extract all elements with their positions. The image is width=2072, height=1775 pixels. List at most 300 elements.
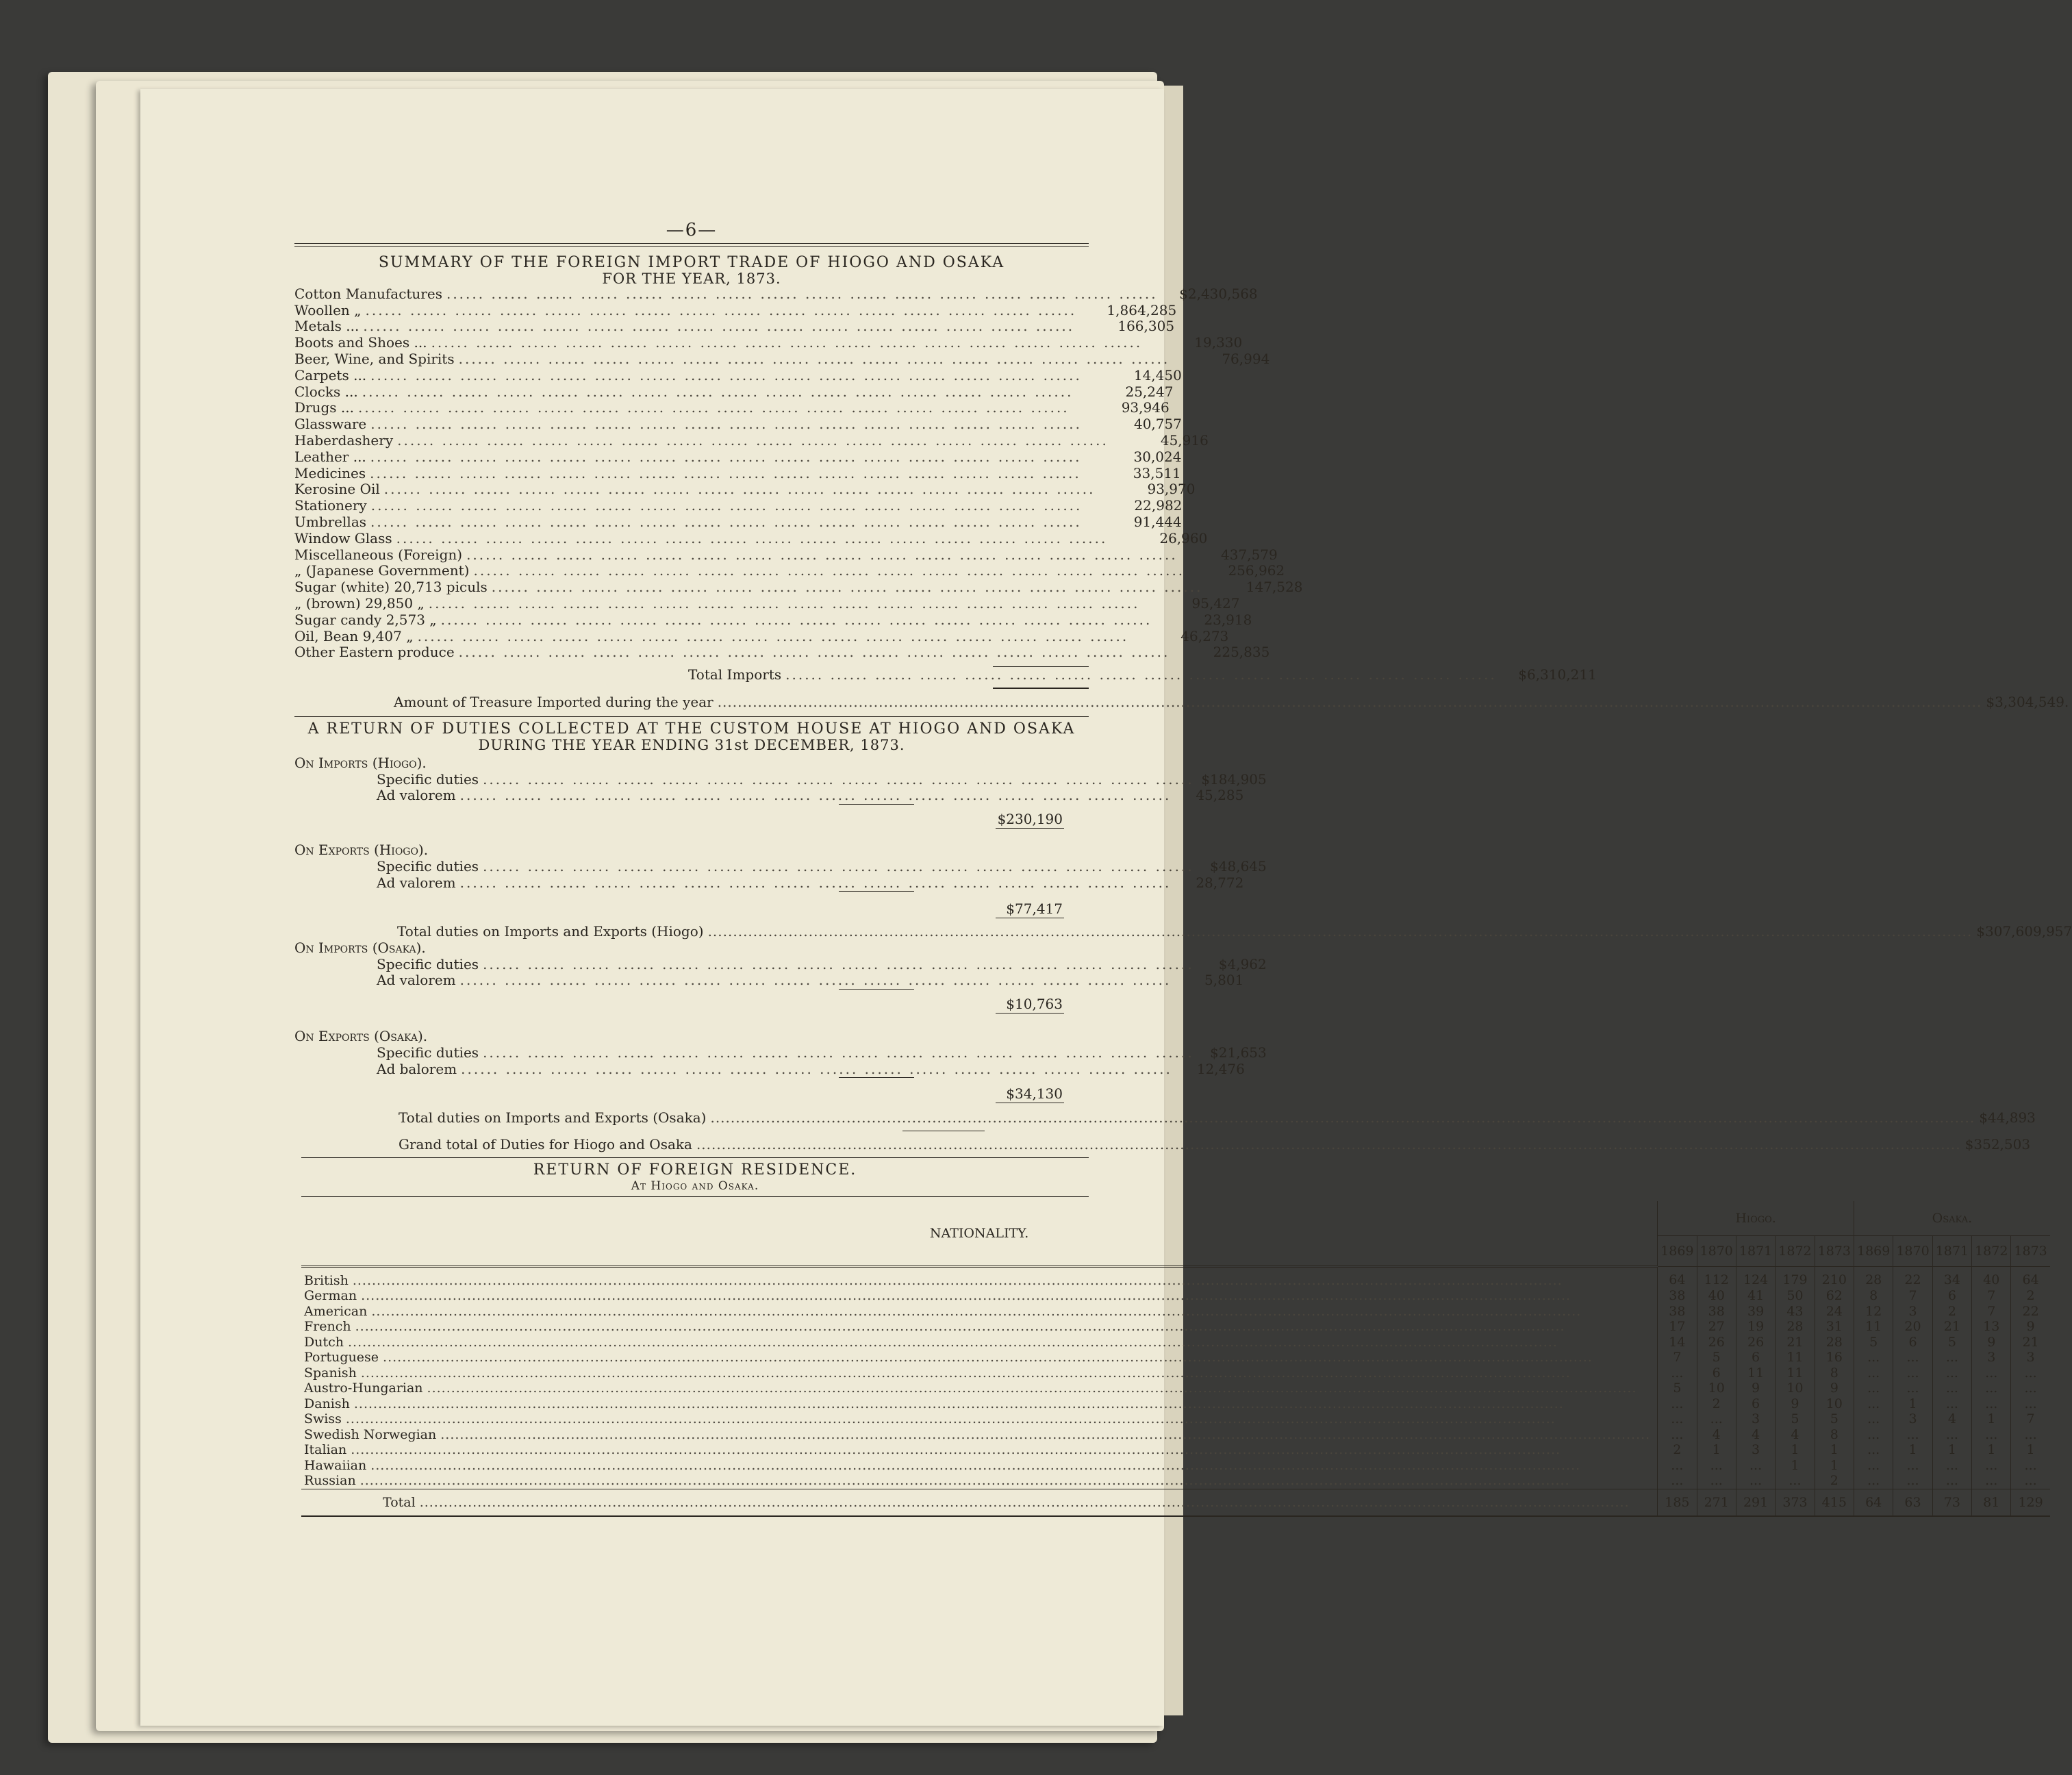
specific-duties-label: Specific duties xyxy=(377,955,479,972)
osaka-exports-block xyxy=(294,1028,1267,1103)
header-rule xyxy=(294,243,1089,247)
count-cell: 179 xyxy=(1776,1266,1815,1288)
leader-dots xyxy=(441,612,1152,629)
total-cell: 373 xyxy=(1776,1489,1815,1516)
count-cell: 38 xyxy=(1658,1288,1697,1304)
count-cell: 43 xyxy=(1776,1304,1815,1320)
table-row xyxy=(301,1473,2050,1489)
import-item-value: 166,305 xyxy=(1117,318,1175,335)
import-item xyxy=(294,611,1252,629)
page-content xyxy=(294,220,2072,1517)
import-item-value: 437,579 xyxy=(1221,546,1278,563)
nationality-label: Russian xyxy=(304,1473,356,1489)
count-cell: 9 xyxy=(1776,1396,1815,1412)
count-cell: ... xyxy=(1658,1396,1697,1412)
import-item xyxy=(294,383,1174,401)
count-cell: ... xyxy=(1972,1458,2011,1474)
import-item xyxy=(294,529,1208,547)
import-item xyxy=(294,562,1285,579)
count-cell: ... xyxy=(1854,1458,1893,1474)
nationality-cell xyxy=(301,1288,1658,1304)
import-total-double-rule xyxy=(993,688,1089,689)
count-cell: 64 xyxy=(2011,1266,2050,1288)
year-header: 1872 xyxy=(1776,1235,1815,1266)
count-cell: 4 xyxy=(1776,1427,1815,1443)
import-summary xyxy=(294,253,2069,711)
import-item xyxy=(294,334,1243,351)
count-cell: 2 xyxy=(1697,1396,1736,1412)
count-cell: ... xyxy=(1972,1396,2011,1412)
count-cell: 3 xyxy=(2011,1350,2050,1365)
count-cell: ... xyxy=(1932,1427,1971,1443)
count-cell: 6 xyxy=(1697,1365,1736,1381)
count-cell: 38 xyxy=(1697,1304,1736,1320)
nationality-cell xyxy=(301,1396,1658,1412)
count-cell: 31 xyxy=(1815,1319,1854,1335)
ad-valorem-label: Ad valorem xyxy=(377,972,456,989)
leader-dots xyxy=(483,957,1194,973)
count-cell: 1 xyxy=(1776,1442,1815,1458)
import-item-label: Other Eastern produce xyxy=(294,644,455,661)
import-item-label: Drugs ... xyxy=(294,399,354,416)
leader-dots xyxy=(396,531,1108,547)
count-cell: ... xyxy=(1658,1458,1697,1474)
count-cell: 11 xyxy=(1776,1365,1815,1381)
hiogo-group-header: Hiogo. xyxy=(1658,1201,1854,1236)
count-cell: 5 xyxy=(1932,1335,1971,1350)
total-cell: 291 xyxy=(1736,1489,1775,1516)
count-cell: 40 xyxy=(1697,1288,1736,1304)
count-cell: ... xyxy=(1893,1458,1932,1474)
specific-duties-value: $184,905 xyxy=(1201,770,1267,788)
count-cell: 8 xyxy=(1815,1365,1854,1381)
osaka-total-value: $44,893 xyxy=(1979,1109,2036,1126)
import-item xyxy=(294,448,1182,466)
table-row xyxy=(301,1304,2050,1320)
import-item-label: Sugar candy 2,573 „ xyxy=(294,611,437,628)
leader-dots xyxy=(370,514,1082,531)
count-cell: 26 xyxy=(1697,1335,1736,1350)
count-cell: 1 xyxy=(1815,1442,1854,1458)
count-cell: ... xyxy=(1854,1442,1893,1458)
table-row xyxy=(301,1381,2050,1396)
leader-dots xyxy=(429,596,1140,612)
count-cell: 12 xyxy=(1854,1304,1893,1320)
leader-dots xyxy=(710,1110,1975,1126)
import-item-label: Clocks ... xyxy=(294,383,358,400)
leader-dots xyxy=(460,788,1172,804)
year-header: 1870 xyxy=(1697,1235,1736,1266)
count-cell: ... xyxy=(1932,1350,1971,1365)
subtotal-underline xyxy=(996,828,1064,829)
count-cell: 7 xyxy=(1658,1350,1697,1365)
import-total-value: $6,310,211 xyxy=(1518,666,1597,683)
count-cell: 1 xyxy=(1697,1442,1736,1458)
count-cell: 1 xyxy=(1776,1458,1815,1474)
table-row xyxy=(301,1350,2050,1365)
count-cell: ... xyxy=(2011,1381,2050,1396)
leader-dots xyxy=(785,667,1497,683)
leader-dots xyxy=(708,924,1973,940)
count-cell: ... xyxy=(1893,1365,1932,1381)
ad-valorem-label: Ad valorem xyxy=(377,874,456,891)
specific-duties-value: $48,645 xyxy=(1210,857,1267,874)
count-cell: 50 xyxy=(1776,1288,1815,1304)
leader-dots xyxy=(460,972,1172,989)
count-cell: 2 xyxy=(1815,1473,1854,1489)
import-item-value: 23,918 xyxy=(1204,611,1252,628)
count-cell: ... xyxy=(1932,1365,1971,1381)
nationality-label: British xyxy=(304,1272,349,1288)
import-item xyxy=(294,399,1170,416)
count-cell: 4 xyxy=(1697,1427,1736,1443)
osaka-exports-heading: On Exports (Osaka). xyxy=(294,1028,428,1045)
count-cell: 6 xyxy=(1893,1335,1932,1350)
hiogo-exports-ad-valorem xyxy=(294,874,1244,892)
leader-dots xyxy=(418,629,1129,645)
total-row xyxy=(301,1489,2050,1516)
leader-dots xyxy=(460,875,1172,892)
import-item-label: Carpets ... xyxy=(294,366,367,383)
specific-duties-label: Specific duties xyxy=(377,1044,479,1061)
residence-table-body xyxy=(301,1266,2050,1516)
leader-dots xyxy=(384,481,1096,498)
import-item-value: 40,757 xyxy=(1133,416,1182,433)
leader-dots xyxy=(366,303,1077,319)
count-cell: 7 xyxy=(1972,1288,2011,1304)
count-cell: 34 xyxy=(1932,1266,1971,1288)
hiogo-total-line xyxy=(294,923,2072,940)
count-cell: 64 xyxy=(1658,1266,1697,1288)
count-cell: 11 xyxy=(1854,1319,1893,1335)
hiogo-imports-specific xyxy=(294,770,1267,788)
import-item-label: „ (brown) 29,850 „ xyxy=(294,594,425,612)
count-cell: 1 xyxy=(1932,1442,1971,1458)
import-item-label: Umbrellas xyxy=(294,513,366,530)
leader-dots xyxy=(383,1350,1650,1365)
import-item-label: Medicines xyxy=(294,464,366,481)
import-item-value: 26,960 xyxy=(1159,529,1208,546)
nationality-label: French xyxy=(304,1319,351,1335)
count-cell: ... xyxy=(1893,1473,1932,1489)
count-cell: 21 xyxy=(1932,1319,1971,1335)
hiogo-total-value: $307,609,957 xyxy=(1976,923,2072,940)
count-cell: ... xyxy=(1893,1427,1932,1443)
count-cell: 9 xyxy=(1815,1381,1854,1396)
count-cell: 21 xyxy=(1776,1335,1815,1350)
count-cell: 112 xyxy=(1697,1266,1736,1288)
count-cell: ... xyxy=(1854,1350,1893,1365)
residence-title-rule xyxy=(301,1196,1089,1197)
import-item xyxy=(294,579,1303,596)
count-cell: 8 xyxy=(1815,1427,1854,1443)
import-item-value: 93,970 xyxy=(1147,481,1196,498)
table-row xyxy=(301,1319,2050,1335)
leader-dots xyxy=(360,1473,1651,1489)
count-cell: 7 xyxy=(1893,1288,1932,1304)
count-cell: ... xyxy=(1658,1473,1697,1489)
leader-dots xyxy=(370,368,1082,384)
leader-dots xyxy=(348,1335,1650,1350)
count-cell: 7 xyxy=(1972,1304,2011,1320)
count-cell: ... xyxy=(1972,1381,2011,1396)
osaka-exports-ad-balorem xyxy=(294,1060,1245,1078)
import-summary-subtitle: FOR THE YEAR, 1873. xyxy=(602,270,781,287)
count-cell: 6 xyxy=(1932,1288,1971,1304)
count-cell: ... xyxy=(1854,1427,1893,1443)
import-items-list xyxy=(294,285,1303,661)
nationality-cell xyxy=(301,1335,1658,1350)
import-item-label: Oil, Bean 9,407 „ xyxy=(294,627,414,644)
count-cell: 6 xyxy=(1736,1396,1775,1412)
hiogo-exports-subtotal: $77,417 xyxy=(1006,901,1063,918)
duties-title: A RETURN OF DUTIES COLLECTED AT THE CUSTOM HOUSE AT HIOGO AND OSAKA xyxy=(307,720,1076,738)
subtotal-rule xyxy=(839,804,914,805)
hiogo-imports-block xyxy=(294,754,1267,829)
count-cell: 10 xyxy=(1776,1381,1815,1396)
import-item-value: 1,864,285 xyxy=(1107,301,1177,318)
leader-dots xyxy=(370,416,1082,433)
import-item-value: 45,916 xyxy=(1160,431,1209,449)
leader-dots xyxy=(446,286,1158,303)
count-cell: ... xyxy=(2011,1473,2050,1489)
count-cell: 22 xyxy=(2011,1304,2050,1320)
count-cell: 1 xyxy=(1972,1411,2011,1427)
duties-subtitle: DURING THE YEAR ENDING 31st DECEMBER, 1873. xyxy=(478,736,905,753)
count-cell: 11 xyxy=(1736,1365,1775,1381)
leader-dots xyxy=(483,772,1194,788)
count-cell: 8 xyxy=(1854,1288,1893,1304)
import-item xyxy=(294,285,1258,303)
count-cell: ... xyxy=(1697,1473,1736,1489)
hiogo-total-label: Total duties on Imports and Exports (Hiogo) xyxy=(397,923,704,940)
import-item-label: Woollen „ xyxy=(294,301,362,318)
import-item xyxy=(294,627,1229,645)
subtotal-rule xyxy=(839,1077,914,1078)
nationality-cell xyxy=(301,1319,1658,1335)
count-cell: 9 xyxy=(1972,1335,2011,1350)
nationality-cell xyxy=(301,1304,1658,1320)
import-item-label: Glassware xyxy=(294,416,367,433)
year-header: 1871 xyxy=(1932,1235,1971,1266)
leader-dots xyxy=(397,433,1109,449)
count-cell: 21 xyxy=(2011,1335,2050,1350)
nationality-label: Spanish xyxy=(304,1365,357,1381)
import-item-label: Sugar (white) 20,713 piculs xyxy=(294,579,488,596)
total-cell: 185 xyxy=(1658,1489,1697,1516)
osaka-imports-specific xyxy=(294,955,1267,973)
nationality-cell xyxy=(301,1350,1658,1365)
total-cell: 271 xyxy=(1697,1489,1736,1516)
table-row xyxy=(301,1335,2050,1350)
count-cell: 9 xyxy=(1736,1381,1775,1396)
count-cell: 5 xyxy=(1697,1350,1736,1365)
count-cell: 1 xyxy=(2011,1442,2050,1458)
count-cell: ... xyxy=(1854,1396,1893,1412)
osaka-imports-block xyxy=(294,939,1267,1014)
count-cell: ... xyxy=(1932,1396,1971,1412)
leader-dots xyxy=(353,1273,1650,1289)
specific-duties-label: Specific duties xyxy=(377,770,479,788)
count-cell: 1 xyxy=(1893,1396,1932,1412)
table-row xyxy=(301,1442,2050,1458)
count-cell: 10 xyxy=(1815,1396,1854,1412)
osaka-total-label: Total duties on Imports and Exports (Osaka) xyxy=(399,1109,707,1126)
nationality-cell xyxy=(301,1458,1658,1474)
count-cell: 4 xyxy=(1736,1427,1775,1443)
ad-valorem-value: 5,801 xyxy=(1204,972,1244,989)
count-cell: 6 xyxy=(1736,1350,1775,1365)
count-cell: 1 xyxy=(1815,1458,1854,1474)
leader-dots xyxy=(459,644,1170,661)
import-item-value: 22,982 xyxy=(1134,497,1183,514)
nationality-label: Dutch xyxy=(304,1334,344,1350)
import-item-value: $2,430,568 xyxy=(1179,285,1258,302)
table-row xyxy=(301,1365,2050,1381)
ad-valorem-value: 45,285 xyxy=(1196,787,1244,804)
nationality-label: Swiss xyxy=(304,1411,342,1427)
total-label: Total xyxy=(383,1494,416,1510)
nationality-label: Italian xyxy=(304,1442,347,1458)
total-cell: 129 xyxy=(2011,1489,2050,1516)
import-item-value: 46,273 xyxy=(1180,627,1229,644)
leader-dots xyxy=(420,1495,1651,1511)
import-item-label: Metals ... xyxy=(294,318,359,335)
treasure-label: Amount of Treasure Imported during the year xyxy=(394,693,713,710)
import-item-label: Cotton Manufactures xyxy=(294,285,442,302)
year-header: 1873 xyxy=(1815,1235,1854,1266)
import-item-label: Haberdashery xyxy=(294,431,394,449)
import-item-label: Boots and Shoes ... xyxy=(294,334,427,351)
count-cell: ... xyxy=(1697,1411,1736,1427)
count-cell: 39 xyxy=(1736,1304,1775,1320)
import-item xyxy=(294,431,1209,449)
count-cell: 28 xyxy=(1815,1335,1854,1350)
nationality-label: Portuguese xyxy=(304,1350,379,1365)
count-cell: 7 xyxy=(2011,1411,2050,1427)
nationality-cell xyxy=(301,1473,1658,1489)
grand-total-line xyxy=(294,1136,2031,1153)
nationality-label: Danish xyxy=(304,1396,350,1411)
section-rule xyxy=(294,716,1089,717)
leader-dots xyxy=(358,400,1070,416)
import-total-label: Total Imports xyxy=(688,666,782,683)
grand-total-value: $352,503 xyxy=(1964,1136,2031,1153)
count-cell: ... xyxy=(1658,1411,1697,1427)
import-item-value: 25,247 xyxy=(1125,383,1174,400)
count-cell: 10 xyxy=(1697,1381,1736,1396)
count-cell: 210 xyxy=(1815,1266,1854,1288)
import-item-label: „ (Japanese Government) xyxy=(294,562,470,579)
count-cell: ... xyxy=(1893,1350,1932,1365)
total-cell: 63 xyxy=(1893,1489,1932,1516)
grand-total-label: Grand total of Duties for Hiogo and Osaka xyxy=(399,1136,692,1153)
osaka-exports-subtotal: $34,130 xyxy=(1006,1085,1063,1103)
count-cell: ... xyxy=(1658,1365,1697,1381)
nationality-label: Hawaiian xyxy=(304,1457,367,1473)
ad-valorem-value: 28,772 xyxy=(1196,874,1244,891)
count-cell: 3 xyxy=(1893,1304,1932,1320)
total-cell: 73 xyxy=(1932,1489,1971,1516)
total-label-cell xyxy=(301,1489,1658,1516)
count-cell: 40 xyxy=(1972,1266,2011,1288)
leader-dots xyxy=(371,498,1083,514)
page-number: —6— xyxy=(666,220,718,240)
count-cell: 2 xyxy=(2011,1288,2050,1304)
count-cell: ... xyxy=(1932,1458,1971,1474)
count-cell: 14 xyxy=(1658,1335,1697,1350)
table-row xyxy=(301,1458,2050,1474)
residence-subtitle: At Hiogo and Osaka. xyxy=(631,1179,759,1193)
count-cell: ... xyxy=(1854,1473,1893,1489)
leader-dots xyxy=(459,351,1170,368)
nationality-label: German xyxy=(304,1288,357,1304)
count-cell: 22 xyxy=(1893,1266,1932,1288)
leader-dots xyxy=(361,1365,1650,1381)
import-item-value: 14,450 xyxy=(1133,366,1182,383)
count-cell: 3 xyxy=(1736,1411,1775,1427)
import-item xyxy=(294,464,1181,482)
year-header: 1873 xyxy=(2011,1235,2050,1266)
hiogo-exports-heading: On Exports (Hiogo). xyxy=(294,841,429,858)
count-cell: 4 xyxy=(1932,1411,1971,1427)
duties-return xyxy=(294,720,2072,1153)
leader-dots xyxy=(427,1381,1651,1396)
leader-dots xyxy=(362,384,1074,401)
leader-dots xyxy=(483,1045,1194,1061)
count-cell: ... xyxy=(1893,1381,1932,1396)
count-cell: 24 xyxy=(1815,1304,1854,1320)
import-item-value: 93,946 xyxy=(1121,399,1170,416)
residence-table xyxy=(301,1201,2050,1517)
count-cell: ... xyxy=(1658,1427,1697,1443)
import-item xyxy=(294,350,1270,368)
nationality-label: American xyxy=(304,1303,368,1319)
subtotal-rule xyxy=(839,891,914,892)
count-cell: ... xyxy=(2011,1396,2050,1412)
import-item xyxy=(294,497,1183,514)
count-cell: 38 xyxy=(1658,1304,1697,1320)
import-item xyxy=(294,481,1196,498)
osaka-imports-subtotal: $10,763 xyxy=(1006,996,1063,1013)
total-cell: 64 xyxy=(1854,1489,1893,1516)
import-item-label: Kerosine Oil xyxy=(294,481,380,498)
leader-dots xyxy=(431,335,1143,351)
count-cell: ... xyxy=(2011,1365,2050,1381)
leader-dots xyxy=(371,1304,1650,1320)
import-item-value: 147,528 xyxy=(1246,579,1303,596)
leader-dots xyxy=(466,547,1178,564)
leader-dots xyxy=(370,449,1082,466)
count-cell: ... xyxy=(1697,1458,1736,1474)
hiogo-exports-specific xyxy=(294,857,1267,875)
count-cell: 28 xyxy=(1776,1319,1815,1335)
count-cell: 124 xyxy=(1736,1266,1775,1288)
import-item xyxy=(294,644,1270,661)
leader-dots xyxy=(361,1288,1650,1304)
ad-valorem-label: Ad balorem xyxy=(377,1060,457,1077)
leader-dots xyxy=(346,1411,1650,1427)
count-cell: 5 xyxy=(1658,1381,1697,1396)
osaka-imports-heading: On Imports (Osaka). xyxy=(294,939,426,956)
import-item-value: 30,024 xyxy=(1133,448,1182,465)
table-row xyxy=(301,1288,2050,1304)
nationality-header xyxy=(301,1201,1658,1267)
leader-dots xyxy=(354,1396,1650,1412)
leader-dots xyxy=(461,1061,1172,1078)
import-item xyxy=(294,546,1278,564)
treasure-line xyxy=(294,693,2069,711)
